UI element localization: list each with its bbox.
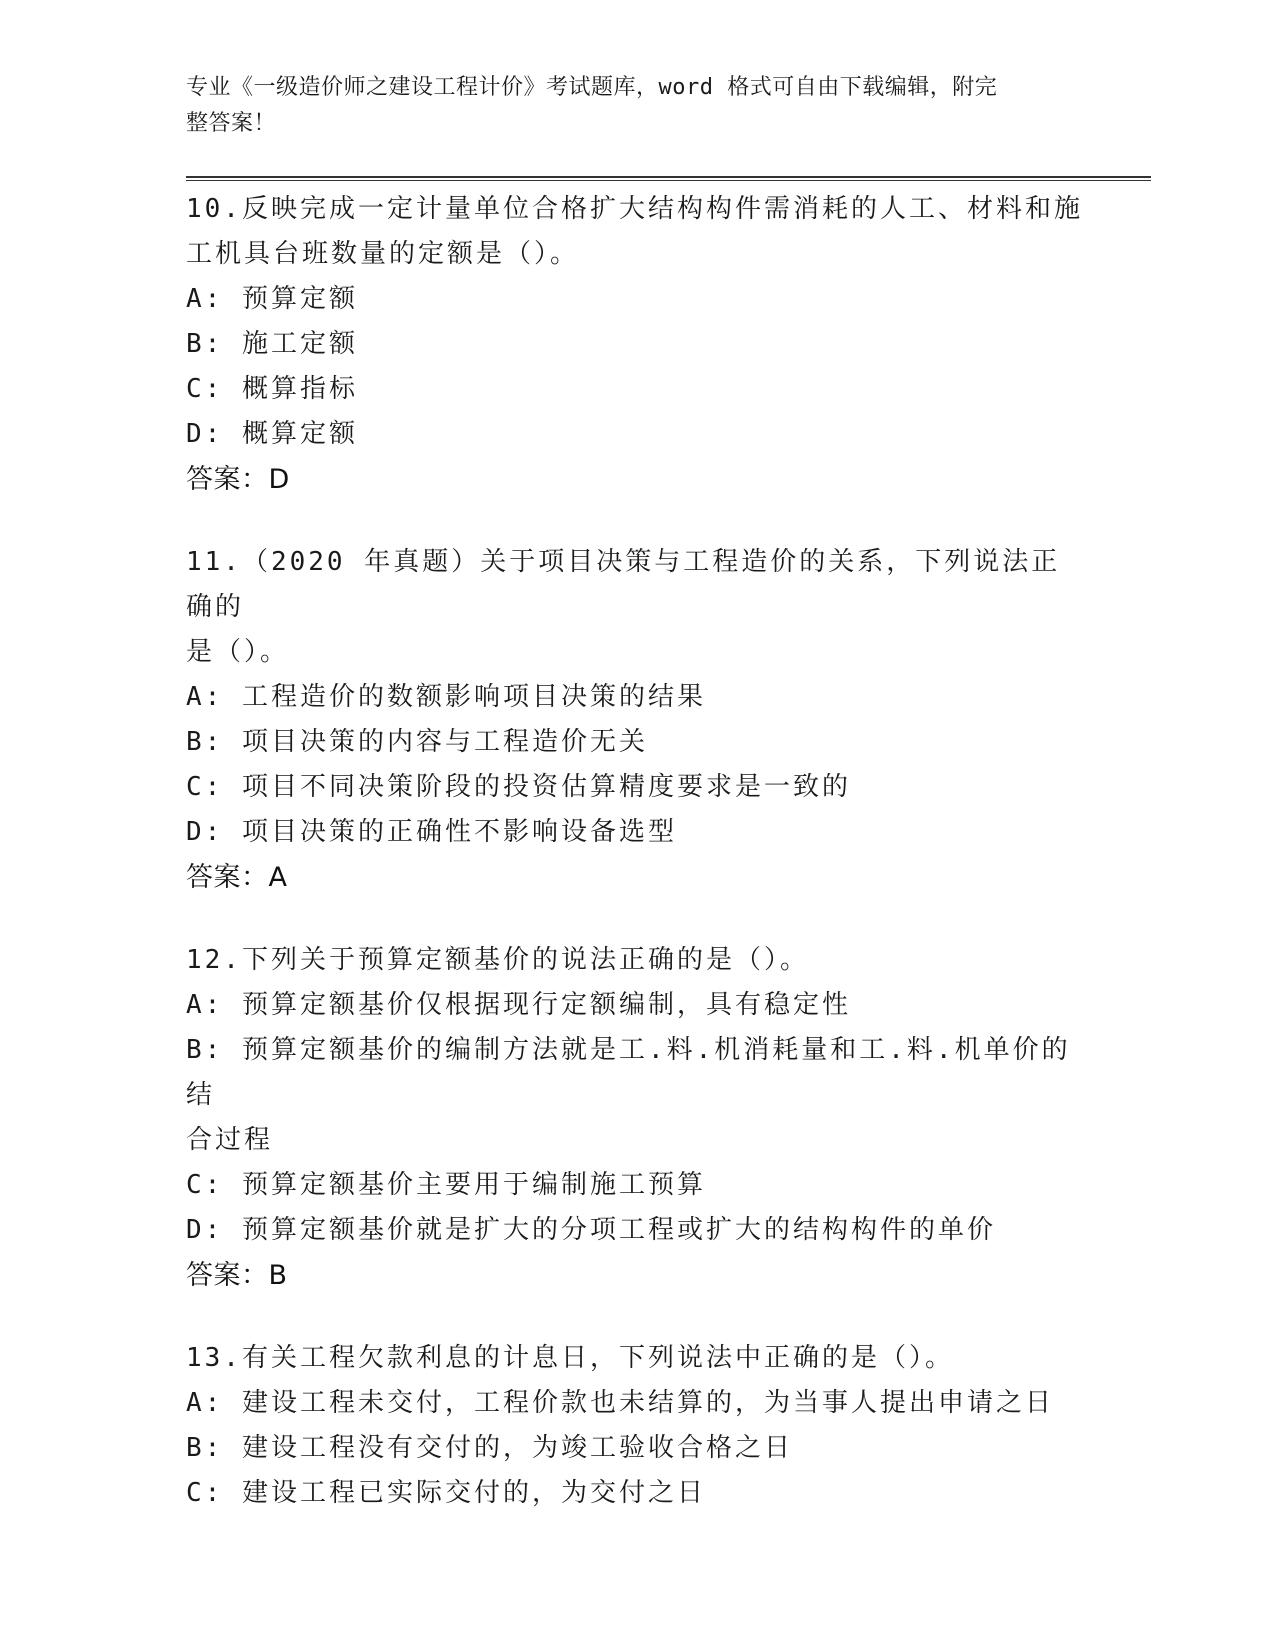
option-text: 项目决策的内容与工程造价无关 <box>241 727 648 757</box>
option-letter: A: <box>186 1388 224 1418</box>
option-text: 建设工程没有交付的，为竣工验收合格之日 <box>241 1433 793 1463</box>
option-text: 预算定额基价主要用于编制施工预算 <box>241 1170 706 1200</box>
question-stem-line: 是（）。 <box>186 637 290 667</box>
option-text: 项目决策的正确性不影响设备选型 <box>241 817 677 847</box>
option-a <box>186 675 1086 720</box>
option-c <box>186 367 1086 412</box>
option-d <box>186 412 1086 457</box>
option-text: 预算定额基价仅根据现行定额编制，具有稳定性 <box>241 990 851 1020</box>
question-stem-line: 13.有关工程欠款利息的计息日，下列说法中正确的是（）。 <box>186 1343 954 1373</box>
question-stem-line: 12.下列关于预算定额基价的说法正确的是（）。 <box>186 945 809 975</box>
option-letter: C: <box>186 374 224 404</box>
option-a <box>186 277 1086 322</box>
option-letter: C: <box>186 1170 224 1200</box>
option-text: 项目不同决策阶段的投资估算精度要求是一致的 <box>241 772 851 802</box>
question-11 <box>186 540 1086 900</box>
option-c <box>186 1163 1086 1208</box>
option-letter: A: <box>186 990 224 1020</box>
page-header <box>186 70 1066 142</box>
option-a <box>186 1381 1086 1426</box>
option-b-continuation: 合过程 <box>186 1125 274 1155</box>
option-b <box>186 1028 1086 1118</box>
option-c <box>186 765 1086 810</box>
option-text: 预算定额 <box>241 284 358 314</box>
question-13 <box>186 1336 1086 1516</box>
option-letter: D: <box>186 419 224 449</box>
question-10 <box>186 187 1086 502</box>
option-text: 施工定额 <box>241 329 358 359</box>
option-letter: D: <box>186 1215 224 1245</box>
option-a <box>186 983 1086 1028</box>
question-12 <box>186 938 1086 1298</box>
option-text: 概算指标 <box>241 374 358 404</box>
option-d <box>186 810 1086 855</box>
option-letter: B: <box>186 1035 224 1065</box>
option-letter: B: <box>186 727 224 757</box>
option-letter: A: <box>186 284 224 314</box>
question-stem-line: 工机具台班数量的定额是（）。 <box>186 239 580 269</box>
option-d <box>186 1208 1086 1253</box>
option-letter: A: <box>186 682 224 712</box>
question-stem-line: 11.（2020 年真题）关于项目决策与工程造价的关系，下列说法正确的 <box>186 547 1061 622</box>
option-letter: D: <box>186 817 224 847</box>
option-text: 建设工程已实际交付的，为交付之日 <box>241 1478 706 1508</box>
answer-line: 答案：A <box>186 862 288 893</box>
header-line-1: 专业《一级造价师之建设工程计价》考试题库，word 格式可自由下载编辑，附完 <box>186 75 998 100</box>
option-letter: C: <box>186 772 224 802</box>
option-b <box>186 1426 1086 1471</box>
header-divider <box>186 176 1151 181</box>
question-list <box>186 187 1086 1554</box>
option-text: 工程造价的数额影响项目决策的结果 <box>241 682 706 712</box>
answer-line: 答案：B <box>186 1260 288 1291</box>
option-b <box>186 322 1086 367</box>
option-text: 概算定额 <box>241 419 358 449</box>
option-text: 预算定额基价的编制方法就是工.料.机消耗量和工.料.机单价的结 <box>186 1035 1071 1110</box>
option-b <box>186 720 1086 765</box>
option-letter: B: <box>186 329 224 359</box>
question-stem-line: 10.反映完成一定计量单位合格扩大结构构件需消耗的人工、材料和施 <box>186 194 1083 224</box>
option-c <box>186 1471 1086 1516</box>
option-letter: B: <box>186 1433 224 1463</box>
option-text: 建设工程未交付，工程价款也未结算的，为当事人提出申请之日 <box>241 1388 1054 1418</box>
header-line-2: 整答案！ <box>186 111 277 136</box>
option-letter: C: <box>186 1478 224 1508</box>
answer-line: 答案：D <box>186 464 290 495</box>
option-text: 预算定额基价就是扩大的分项工程或扩大的结构构件的单价 <box>241 1215 996 1245</box>
